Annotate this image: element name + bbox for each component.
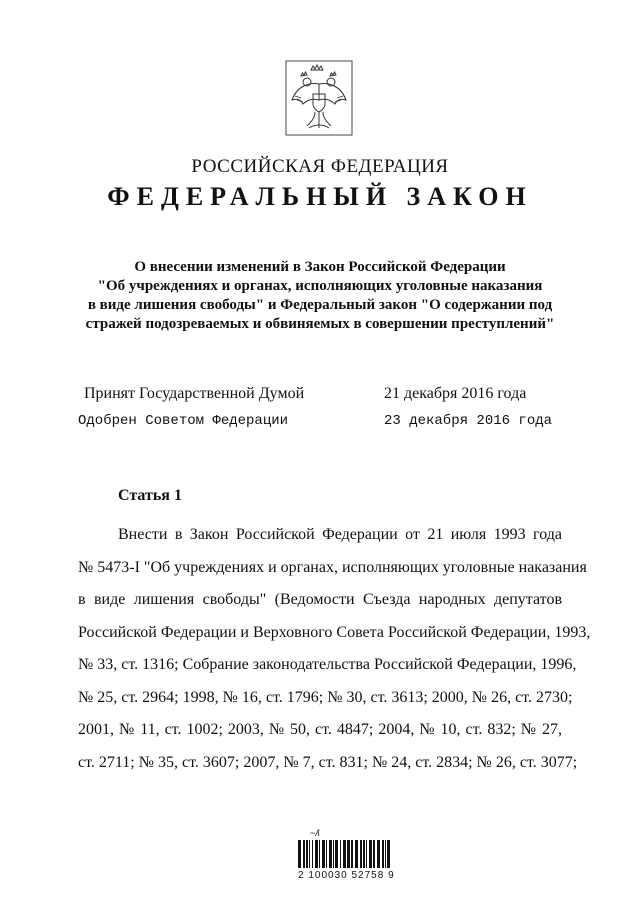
barcode-bar (360, 840, 362, 868)
article-line: № 33, ст. 1316; Собрание законодательства Российской Федерации, 1996, (78, 656, 577, 673)
article-heading: Статья 1 (118, 487, 182, 504)
barcode-bar (319, 840, 320, 868)
barcode-bar (355, 840, 358, 868)
law-title-line: О внесении изменений в Закон Российской Федерации (134, 259, 506, 275)
article-line: Российской Федерации и Верховного Совета Российской Федерации, 1993, (78, 623, 591, 641)
council-label: Одобрен Советом Федерации (78, 413, 289, 429)
barcode-bar (298, 840, 301, 868)
article-body (78, 519, 591, 779)
article-line: в виде лишения свободы" (Ведомости Съезда народных депутатов (78, 591, 562, 608)
barcode-bar (343, 840, 346, 868)
barcode-bar (335, 840, 338, 868)
council-date: 23 декабря 2016 года (384, 413, 553, 429)
barcode-bar (373, 840, 375, 868)
barcode-bar (387, 840, 390, 868)
barcode-bar (351, 840, 353, 868)
duma-date: 21 декабря 2016 года (384, 385, 527, 402)
barcode-bar (322, 840, 325, 868)
barcode-bar (329, 840, 332, 868)
barcode-bar (385, 840, 386, 868)
barcode-bar (315, 840, 318, 868)
coat-of-arms-icon (285, 60, 353, 136)
barcode-number: 2 100030 52758 9 (298, 870, 395, 881)
document-type: ФЕДЕРАЛЬНЫЙ ЗАКОН (107, 182, 533, 211)
barcode-icon (296, 840, 400, 868)
article-line: 2001, № 11, ст. 1002; 2003, № 50, ст. 4847; 2004, № 10, ст. 832; № 27, (78, 721, 562, 738)
article-line: Внести в Закон Российской Федерации от 21 июля 1993 года (118, 526, 562, 543)
barcode-bar (377, 840, 380, 868)
barcode-bar (369, 840, 372, 868)
law-title-line: в виде лишения свободы" и Федеральный закон "О содержании под (87, 297, 553, 313)
barcode-bar (326, 840, 327, 868)
barcode-bar (382, 840, 384, 868)
barcode-bar (333, 840, 334, 868)
article-line: № 25, ст. 2964; 1998, № 16, ст. 1796; № 30, ст. 3613; 2000, № 26, ст. 2730; (78, 688, 573, 706)
barcode-bar (366, 840, 367, 868)
article-line: ст. 2711; № 35, ст. 3607; 2007, № 7, ст. 831; № 24, ст. 2834; № 26, ст. 3077; (78, 753, 578, 771)
barcode-bar (340, 840, 341, 868)
barcode-bar (306, 840, 308, 868)
barcode-bar (312, 840, 313, 868)
law-title-line: стражей подозреваемых и обвиняемых в совершении преступлений" (85, 316, 555, 332)
handwritten-mark: ~ʌ̃ (310, 828, 320, 838)
article-line: № 5473-I "Об учреждениях и органах, исполняющих уголовные наказания (78, 558, 587, 576)
law-title (60, 258, 580, 334)
barcode-bar (363, 840, 365, 868)
barcode-bar (303, 840, 305, 868)
country-name: РОССИЙСКАЯ ФЕДЕРАЦИЯ (191, 156, 449, 177)
barcode-bar (347, 840, 350, 868)
law-title-line: "Об учреждениях и органах, исполняющих уголовные наказания (97, 278, 543, 294)
duma-label: Принят Государственной Думой (84, 385, 305, 402)
barcode-bar (309, 840, 310, 868)
